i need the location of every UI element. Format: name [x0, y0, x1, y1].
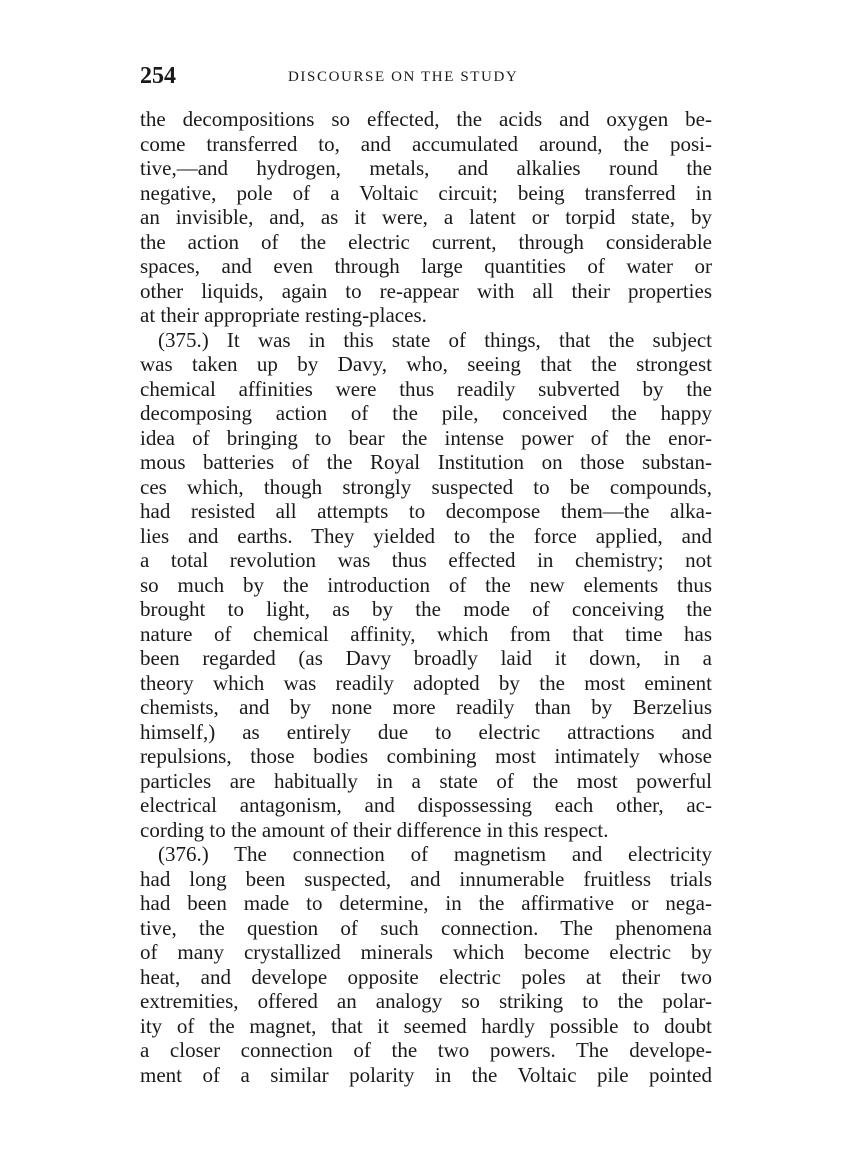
text-line: had long been suspected, and innumerable fruitless trials	[140, 866, 712, 891]
text-line: chemists, and by none more readily than by Berzelius	[140, 695, 712, 719]
text-line: tive, the question of such connection. The phenomena	[140, 915, 712, 940]
text-line: the action of the electric current, through considerable	[140, 229, 712, 254]
text-line: nature of chemical affinity, which from that time has	[140, 621, 712, 646]
text-line: spaces, and even through large quantities of water or	[140, 254, 712, 278]
text-line: particles are habitually in a state of the most powerful	[140, 768, 712, 793]
text-line: cording to the amount of their difference in this respect.	[140, 817, 609, 842]
text-line: ment of a similar polarity in the Voltaic pile pointed	[140, 1062, 712, 1087]
text-line: the decompositions so effected, the acids and oxygen be-	[140, 107, 712, 131]
text-line: been regarded (as Davy broadly laid it down, in a	[140, 646, 712, 670]
text-line: chemical affinities were thus readily subverted by the	[140, 376, 712, 401]
text-line: heat, and develope opposite electric poles at their two	[140, 964, 712, 989]
running-head	[140, 62, 712, 90]
text-line: of many crystallized minerals which become electric by	[140, 940, 712, 964]
text-line: negative, pole of a Voltaic circuit; being transferred in	[140, 180, 712, 205]
text-line: so much by the introduction of the new elements thus	[140, 572, 712, 597]
text-line: idea of bringing to bear the intense power of the enor-	[140, 425, 712, 450]
text-line: theory which was readily adopted by the most eminent	[140, 670, 712, 695]
text-line: other liquids, again to re-appear with all their properties	[140, 278, 712, 303]
text-line: brought to light, as by the mode of conceiving the	[140, 597, 712, 621]
text-line: a total revolution was thus effected in chemistry; not	[140, 548, 712, 572]
paragraph-375-start: (375.) It was in this state of things, that the subject	[158, 327, 712, 352]
text-line: decomposing action of the pile, conceived the happy	[140, 401, 712, 425]
text-line: extremities, offered an analogy so striking to the polar-	[140, 989, 712, 1013]
running-title: DISCOURSE ON THE STUDY	[288, 69, 519, 85]
text-line: had been made to determine, in the affirmative or nega-	[140, 891, 712, 915]
text-line: repulsions, those bodies combining most intimately whose	[140, 744, 712, 768]
paragraph-376-start: (376.) The connection of magnetism and electricity	[158, 842, 712, 866]
text-line: was taken up by Davy, who, seeing that the strongest	[140, 352, 712, 376]
text-line: an invisible, and, as it were, a latent or torpid state, by	[140, 205, 712, 229]
text-line: ces which, though strongly suspected to be compounds,	[140, 474, 712, 499]
text-line: ity of the magnet, that it seemed hardly possible to doubt	[140, 1013, 712, 1038]
text-line: electrical antagonism, and dispossessing each other, ac-	[140, 793, 712, 817]
text-line: lies and earths. They yielded to the force applied, and	[140, 523, 712, 548]
text-line: had resisted all attempts to decompose them—the alka-	[140, 499, 712, 523]
text-line: come transferred to, and accumulated around, the posi-	[140, 131, 712, 156]
page-number: 254	[140, 63, 176, 89]
text-line: tive,—and hydrogen, metals, and alkalies round the	[140, 156, 712, 180]
text-line: himself,) as entirely due to electric attractions and	[140, 719, 712, 744]
text-line: a closer connection of the two powers. The develope-	[140, 1038, 712, 1062]
text-line: at their appropriate resting-places.	[140, 303, 427, 327]
body-text	[140, 107, 712, 1087]
text-line: mous batteries of the Royal Institution on those substan-	[140, 450, 712, 474]
